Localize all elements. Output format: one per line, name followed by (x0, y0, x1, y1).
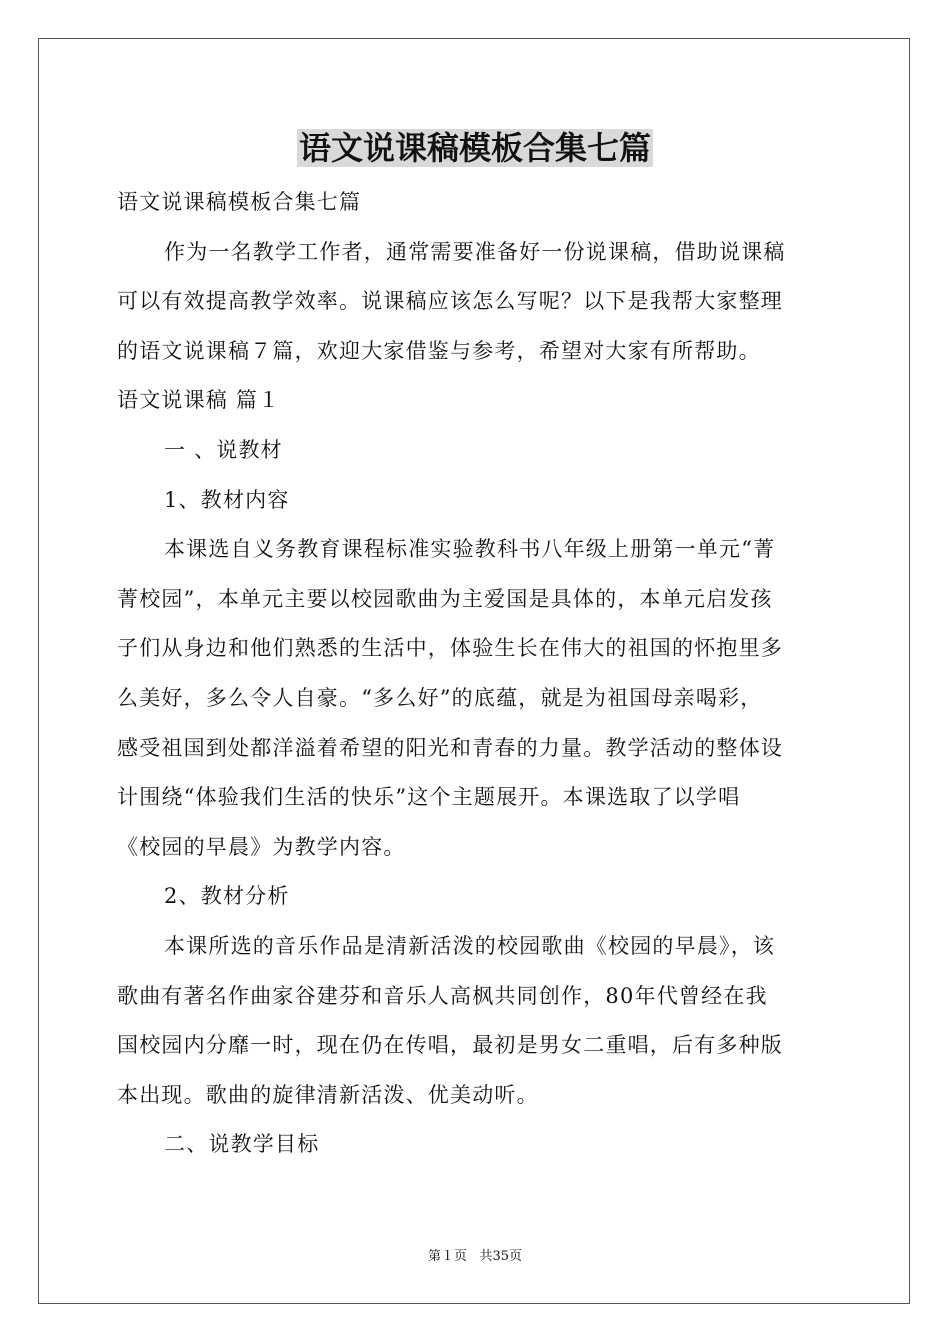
document-body (117, 178, 833, 1170)
section-heading: 语文说课稿 篇１ (117, 388, 281, 413)
body-line: 本课选自义务教育课程标准实验教科书八年级上册第一单元“菁 (164, 537, 776, 562)
body-line: 的语文说课稿７篇，欢迎大家借鉴与参考，希望对大家有所帮助。 (117, 338, 761, 363)
page-total: 共35页 (479, 1249, 522, 1264)
body-line: 歌曲有著名作曲家谷建芬和音乐人高枫共同创作，80年代曾经在我 (117, 983, 768, 1008)
body-line: 国校园内分靡一时，现在仍在传唱，最初是男女二重唱，后有多种版 (117, 1033, 783, 1058)
body-line: 本课所选的音乐作品是清新活泼的校园歌曲《校园的早晨》，该 (164, 933, 776, 958)
body-line: 作为一名教学工作者，通常需要准备好一份说课稿，借助说课稿 (164, 239, 786, 264)
page-number: 第１页 (428, 1249, 468, 1264)
body-line: 《校园的早晨》为教学内容。 (117, 834, 406, 859)
body-line: 感受祖国到处都洋溢着希望的阳光和青春的力量。教学活动的整体设 (117, 735, 783, 760)
body-line: 本出现。歌曲的旋律清新活泼、优美动听。 (117, 1082, 539, 1107)
body-line: 么美好，多么令人自豪。“多么好”的底蕴，就是为祖国母亲喝彩， (117, 685, 763, 710)
document-title-text: 语文说课稿模板合集七篇 (298, 129, 651, 167)
document-title (0, 126, 950, 170)
subsection-heading: 一 、说教材 (164, 437, 283, 462)
body-line: 可以有效提高教学效率。说课稿应该怎么写呢？以下是我帮大家整理 (117, 289, 783, 314)
subsection-heading: 2、教材分析 (164, 884, 290, 909)
body-line: 计围绕“体验我们生活的快乐”这个主题展开。本课选取了以学唱 (117, 785, 741, 810)
subsection-heading: 1、教材内容 (164, 487, 290, 512)
body-line: 子们从身边和他们熟悉的生活中，体验生长在伟大的祖国的怀抱里多 (117, 636, 783, 661)
page-footer (0, 1248, 950, 1266)
subsection-heading: 二、说教学目标 (164, 1132, 320, 1157)
body-line: 菁校园”，本单元主要以校园歌曲为主爱国是具体的，本单元启发孩 (117, 586, 773, 611)
body-line: 语文说课稿模板合集七篇 (117, 190, 362, 214)
